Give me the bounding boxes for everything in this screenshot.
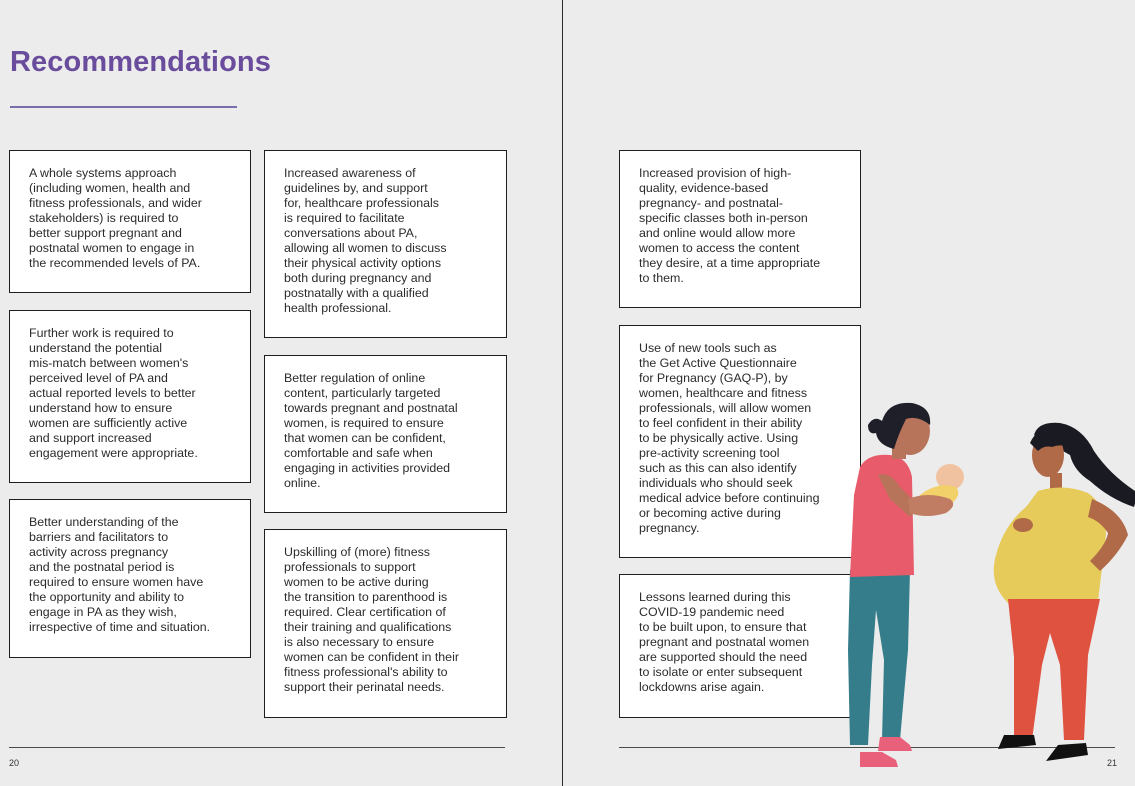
recommendation-text: Increased provision of high- quality, evidence-based pregnancy- and postnatal- specific classes both in-person and online would allow more women to access the content they desire, at a time appropriate to them. (639, 166, 821, 285)
recommendation-text: Increased awareness of guidelines by, and support for, healthcare professionals is required to facilitate conversations about PA, allowing all women to discuss their physical activity options both during pregnancy and postnatally with a qualified health professional. (284, 166, 447, 315)
page-spine (562, 0, 563, 786)
recommendation-text: Lessons learned during this COVID-19 pandemic need to be built upon, to ensure that pregnant and postnatal women are supported should the need to isolate or enter subsequent lockdowns arise again. (639, 590, 810, 694)
women-illustration (838, 395, 1135, 775)
page-title: Recommendations (10, 46, 271, 78)
recommendation-text: Upskilling of (more) fitness professionals to support women to be active during the transition to parenthood is required. Clear certification of their training and qualifications is also necessary to ensure women can be confident in their fitness professional's ability to support their perinatal needs. (284, 545, 459, 694)
page-number: 21 (1107, 758, 1118, 768)
recommendation-text: Better understanding of the barriers and facilitators to activity across pregnancy and the postnatal period is required to ensure women have the opportunity and ability to engage in PA as they wish, irrespective of time and situation. (29, 515, 211, 634)
recommendation-box (9, 150, 251, 293)
title-underline (10, 106, 237, 108)
recommendation-box (264, 150, 507, 338)
recommendation-box (619, 150, 861, 308)
page-number: 20 (9, 758, 20, 768)
recommendation-box (9, 499, 251, 658)
recommendation-text: Use of new tools such as the Get Active Questionnaire for Pregnancy (GAQ-P), by women, healthcare and fitness professionals, will allow women to feel confident in their ability to be physically active. Using pre-activity screening tool such as this can also identify individuals who should seek medical advice before continuing or becoming active during pregnancy. (639, 341, 820, 535)
recommendation-text: Better regulation of online content, particularly targeted towards pregnant and postnatal women, is required to ensure that women can be confident, comfortable and safe when engaging in activities provided online. (284, 371, 458, 490)
left-page (0, 0, 563, 786)
recommendation-text: A whole systems approach (including women, health and fitness professionals, and wider stakeholders) is required to better support pregnant and postnatal women to engage in the recommended levels of PA. (29, 166, 202, 270)
recommendation-box (9, 310, 251, 483)
footer-rule (9, 747, 505, 748)
woman-with-baby-figure (848, 403, 964, 767)
recommendation-box (264, 529, 507, 718)
recommendation-text: Further work is required to understand the potential mis-match between women's perceived level of PA and actual reported levels to better understand how to ensure women are sufficiently active and support increased engagement were appropriate. (29, 326, 198, 460)
recommendation-box (264, 355, 507, 513)
recommendation-box (619, 574, 861, 718)
pregnant-woman-figure (994, 423, 1135, 761)
recommendation-box (619, 325, 861, 558)
